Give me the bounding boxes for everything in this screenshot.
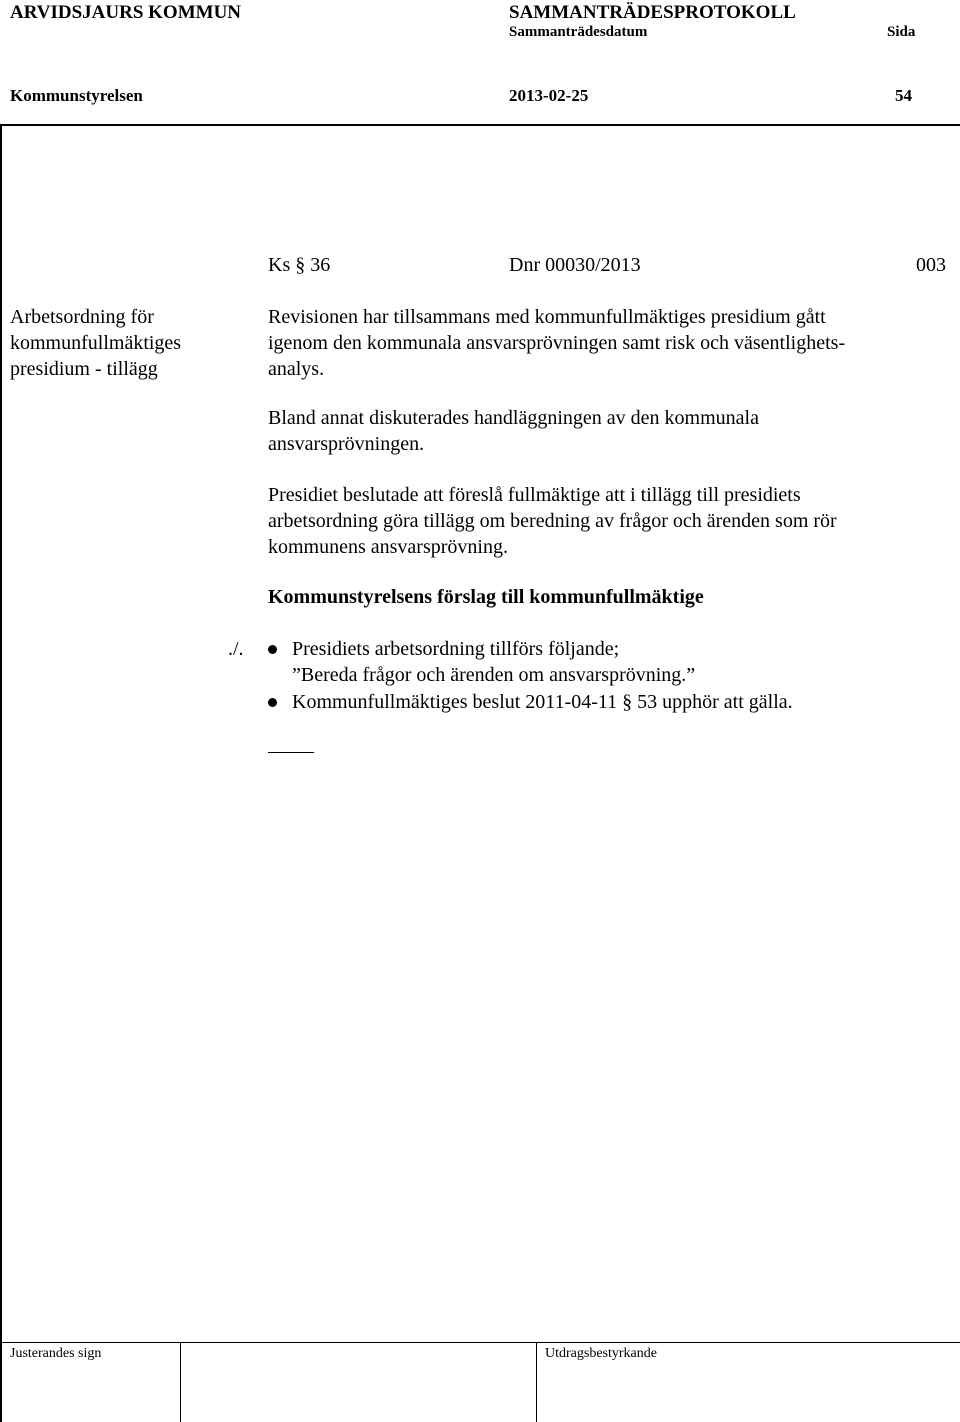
footer-separator: [180, 1342, 181, 1422]
paragraph-line: Revisionen har tillsammans med kommunfullmäktiges presidium gått: [268, 306, 826, 328]
page-label: Sida: [887, 24, 916, 40]
proposal-heading: Kommunstyrelsens förslag till kommunfullmäktige: [268, 586, 704, 608]
frame-left-border: [0, 124, 2, 1422]
archive-code: 003: [916, 254, 946, 276]
paragraph-line: igenom den kommunala ansvarsprövningen samt risk och väsentlighets-: [268, 332, 846, 354]
footer-divider: [0, 1342, 960, 1343]
list-item: [292, 636, 695, 688]
paragraph-line: Bland annat diskuterades handläggningen av den kommunala: [268, 407, 759, 429]
subject-line: kommunfullmäktiges: [10, 332, 182, 354]
header-divider: [0, 124, 960, 126]
case-number: Ks § 36: [268, 254, 331, 276]
page-number: 54: [895, 86, 912, 105]
bullet-icon: [268, 698, 277, 707]
section-end-rule: [268, 752, 314, 753]
paragraph: [268, 482, 837, 560]
signature-label: Justerandes sign: [10, 1346, 102, 1361]
document-type: SAMMANTRÄDESPROTOKOLL: [509, 2, 796, 23]
paragraph: [268, 405, 759, 457]
municipality-name: ARVIDSJAURS KOMMUN: [10, 2, 242, 23]
subject-line: presidium - tillägg: [10, 358, 158, 380]
paragraph-line: kommunens ansvarsprövning.: [268, 536, 508, 558]
subject-title: [10, 304, 181, 382]
diary-number: Dnr 00030/2013: [509, 254, 641, 276]
committee-name: Kommunstyrelsen: [10, 86, 143, 105]
subject-line: Arbetsordning för: [10, 306, 154, 328]
footer-separator: [536, 1342, 537, 1422]
meeting-date: 2013-02-25: [509, 86, 589, 105]
extract-verification-label: Utdragsbestyrkande: [545, 1346, 657, 1361]
paragraph-line: Presidiet beslutade att föreslå fullmäktige att i tillägg till presidiets: [268, 484, 801, 506]
meeting-date-label: Sammanträdesdatum: [509, 24, 648, 40]
list-item: [292, 689, 793, 715]
list-item-line: Presidiets arbetsordning tillförs följande;: [292, 638, 620, 660]
paragraph-line: ansvarsprövningen.: [268, 433, 425, 455]
paragraph-line: arbetsordning göra tillägg om beredning av frågor och ärenden som rör: [268, 510, 837, 532]
paragraph: [268, 304, 845, 382]
list-item-line: ”Bereda frågor och ärenden om ansvarsprövning.”: [292, 664, 696, 686]
proposal-marker: ./.: [228, 638, 244, 660]
paragraph-line: analys.: [268, 358, 325, 380]
bullet-icon: [268, 645, 277, 654]
list-item-line: Kommunfullmäktiges beslut 2011-04-11 § 53 upphör att gälla.: [292, 691, 793, 713]
